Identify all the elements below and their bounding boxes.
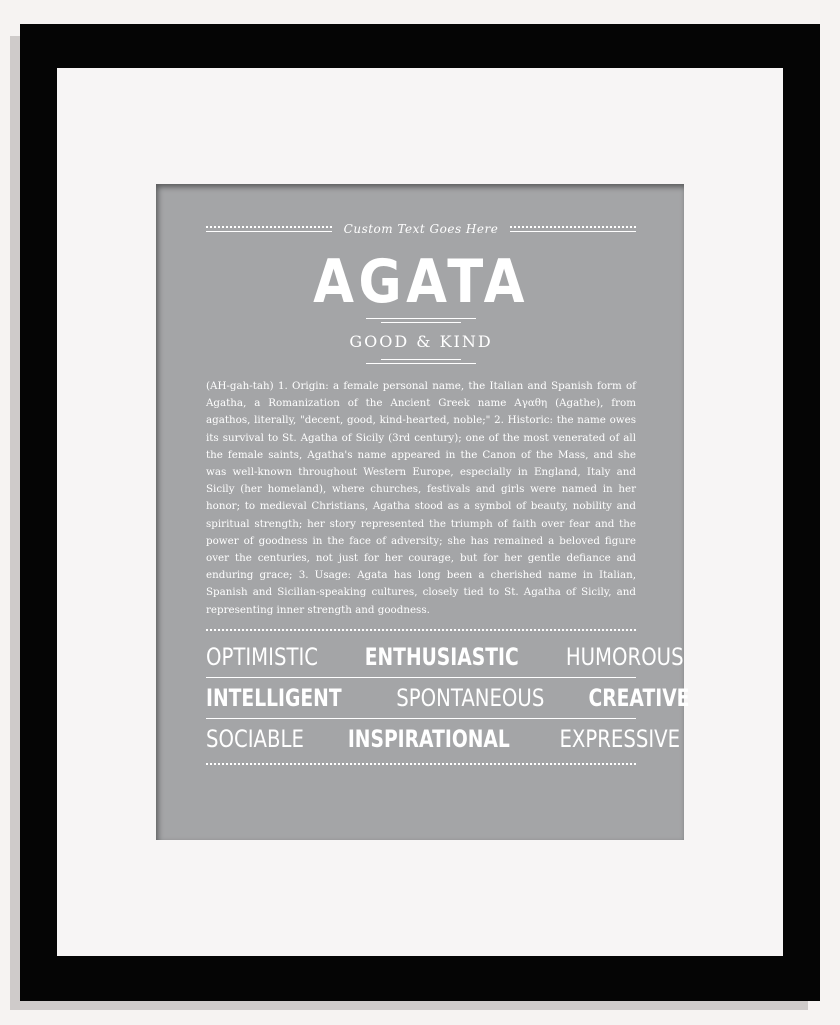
print-content	[206, 214, 690, 765]
trait-word: ENTHUSIASTIC	[364, 642, 519, 671]
trait-word: SPONTANEOUS	[396, 683, 545, 712]
name-meaning: GOOD & KIND	[349, 332, 493, 351]
left-dotted-rule	[206, 226, 332, 232]
trait-word: INSPIRATIONAL	[348, 724, 511, 753]
trait-word: HUMOROUS	[565, 642, 684, 671]
custom-text: Custom Text Goes Here	[343, 222, 499, 236]
upper-double-rule	[366, 318, 476, 323]
trait-row	[206, 678, 690, 719]
trait-word: OPTIMISTIC	[206, 642, 319, 671]
name-definition: (AH-gah-tah) 1. Origin: a female personal name, the Italian and Spanish form of Agatha, a Romanization of the Ancient Greek name Αγαθη (Agathe), from agathos, literally, "decent, good, kind-hearted, noble;" 2. Historic: the name owes its survival to St. Agatha of Sicily (3rd century); one of the most venerated of all the female saints, Agatha's name appeared in the Canon of the Mass, and she was well-known throughout Western Europe, especially in England, Italy and Sicily (her homeland), where churches, festivals and girls were named in her honor; to medieval Christians, Agatha stood as a symbol of beauty, nobility and spiritual strength; her story represented the triumph of faith over fear and the power of goodness in the face of adversity; she has remained a beloved figure over the centuries, not just for her courage, but for her gentle defiance and enduring grace; 3. Usage: Agata has long been a cherished name in Italian, Spanish and Sicilian-speaking cultures, closely tied to St. Agatha of Sicily, and representing inner strength and goodness.	[206, 380, 636, 616]
trait-word: EXPRESSIVE	[559, 724, 681, 753]
lower-double-rule	[366, 359, 476, 364]
trait-word: CREATIVE	[588, 683, 690, 712]
name-print	[156, 184, 690, 840]
traits-top-dotted-rule	[206, 629, 636, 631]
right-dotted-rule	[510, 226, 636, 232]
name-title: AGATA	[313, 247, 529, 317]
traits-bottom-dotted-rule	[206, 763, 636, 765]
custom-text-row	[206, 214, 636, 244]
trait-word: INTELLIGENT	[206, 683, 342, 712]
trait-row	[206, 719, 681, 759]
trait-row	[206, 637, 684, 678]
trait-word: SOCIABLE	[206, 724, 304, 753]
